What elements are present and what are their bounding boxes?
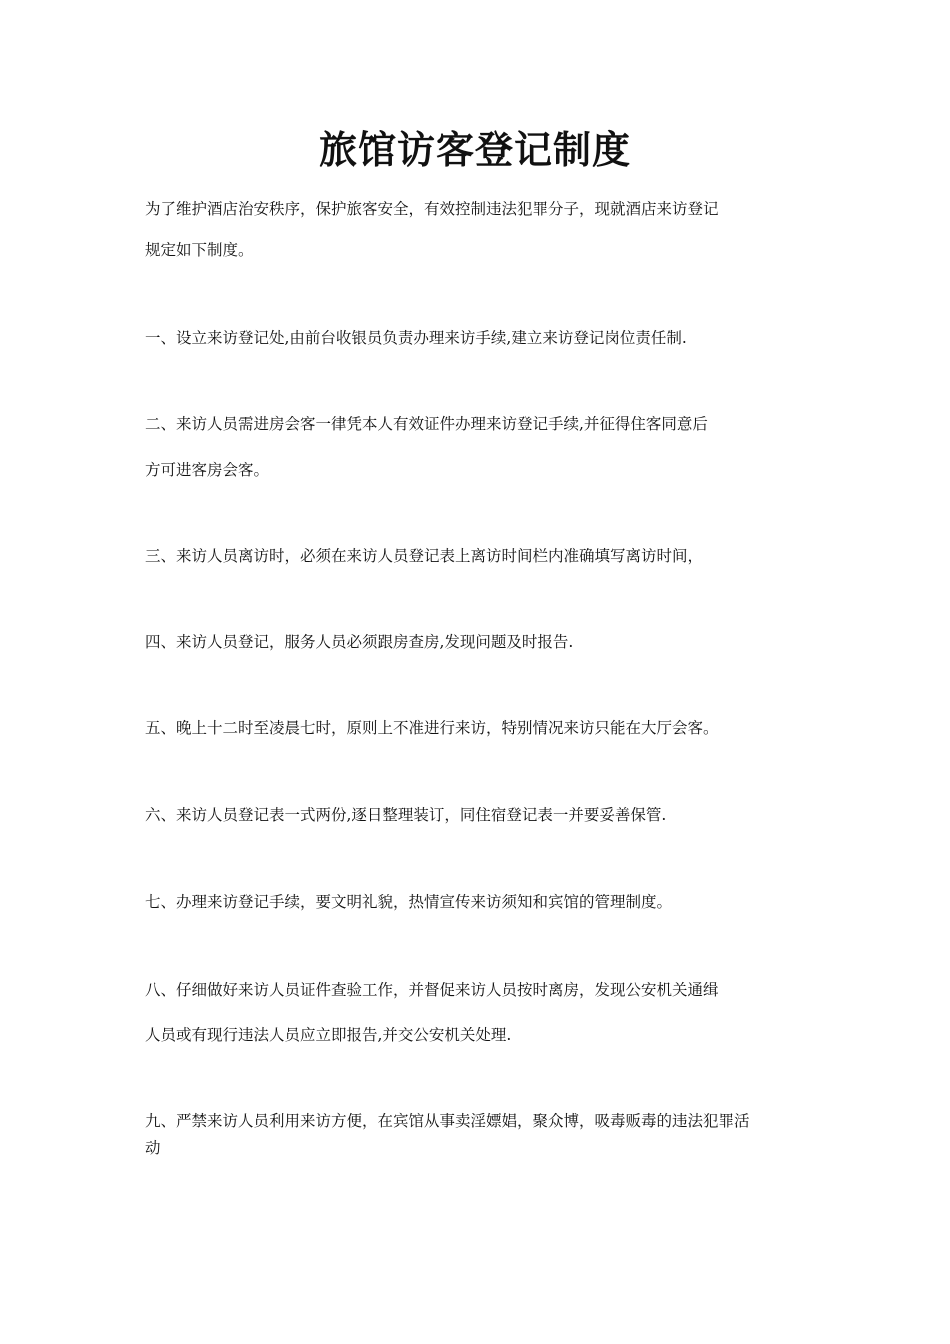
rule-2-line-2: 方可进客房会客。 [145, 461, 270, 479]
rule-2-line-1: 二、来访人员需进房会客一律凭本人有效证件办理来访登记手续,并征得住客同意后 [145, 415, 708, 433]
rule-6-line-1: 六、来访人员登记表一式两份,逐日整理装订，同住宿登记表一并要妥善保管. [145, 806, 667, 824]
rule-9-line-2: 动 [145, 1139, 161, 1157]
rule-1-line-1: 一、设立来访登记处,由前台收银员负责办理来访手续,建立来访登记岗位责任制. [145, 329, 687, 347]
rule-8-line-2: 人员或有现行违法人员应立即报告,并交公安机关处理. [145, 1026, 512, 1044]
rule-8-line-1: 八、仔细做好来访人员证件查验工作，并督促来访人员按时离房，发现公安机关通缉 [145, 981, 719, 999]
intro-line-2: 规定如下制度。 [145, 241, 254, 259]
rule-9-line-1: 九、严禁来访人员利用来访方便，在宾馆从事卖淫嫖娼，聚众博，吸毒贩毒的违法犯罪活 [145, 1112, 750, 1130]
intro-line-1: 为了维护酒店治安秩序，保护旅客安全，有效控制违法犯罪分子，现就酒店来访登记 [145, 200, 719, 218]
rule-4-line-1: 四、来访人员登记，服务人员必须跟房查房,发现问题及时报告. [145, 633, 574, 651]
rule-3-line-1: 三、来访人员离访时，必须在来访人员登记表上离访时间栏内准确填写离访时间， [145, 547, 704, 565]
rule-5-line-1: 五、晚上十二时至凌晨七时，原则上不准进行来访，特别情况来访只能在大厅会客。 [145, 719, 719, 737]
document-title: 旅馆访客登记制度 [318, 127, 631, 172]
rule-7-line-1: 七、办理来访登记手续，要文明礼貌，热情宣传来访须知和宾馆的管理制度。 [145, 893, 673, 911]
